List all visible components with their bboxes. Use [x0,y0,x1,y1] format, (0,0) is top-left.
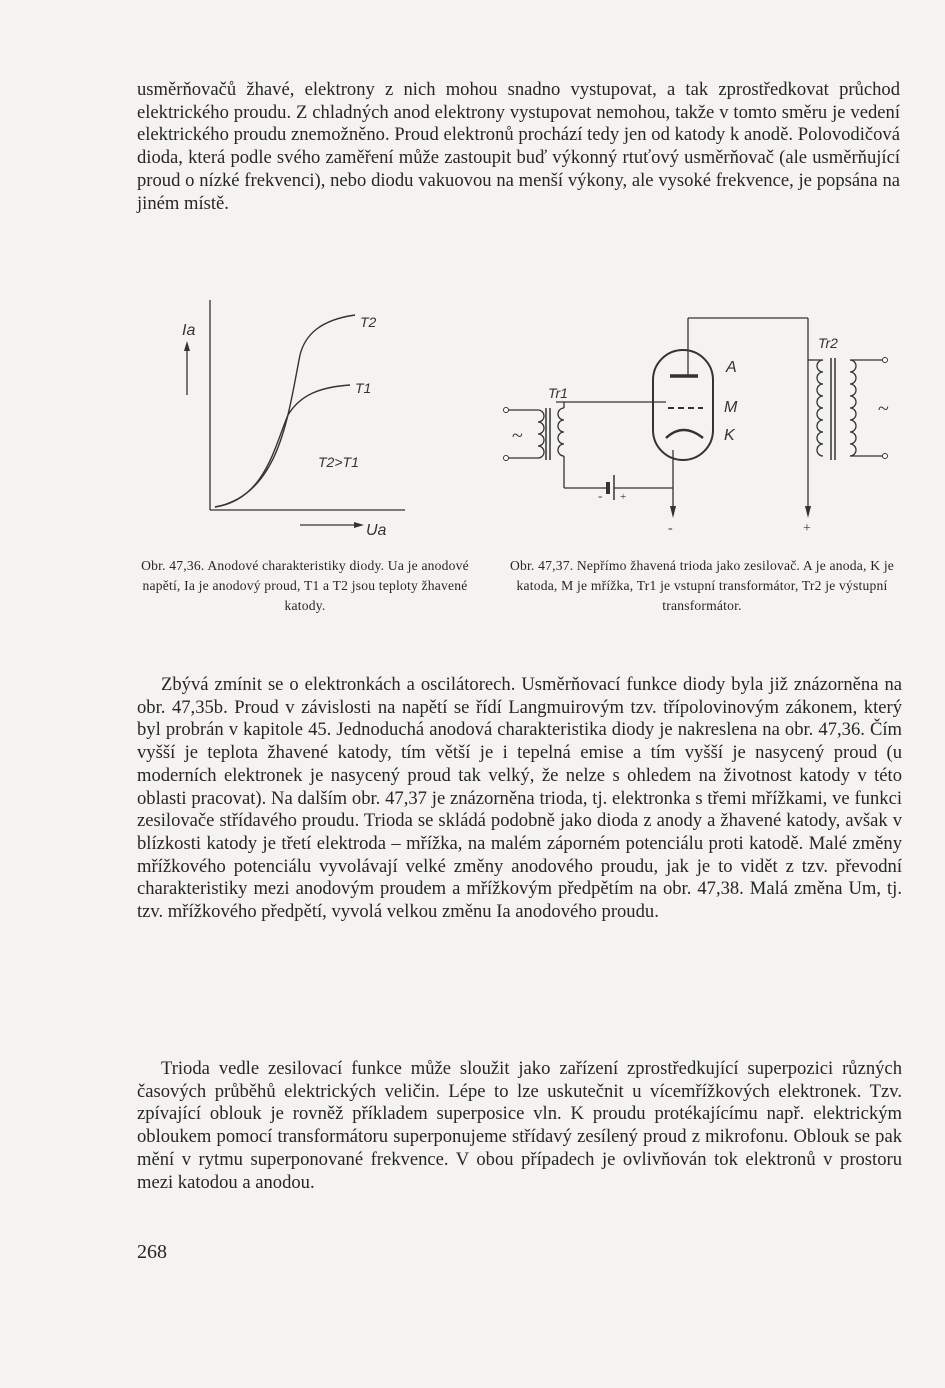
cathode [666,430,703,438]
tr2-primary [817,360,823,456]
diode-characteristic-figure [170,295,410,545]
terminal-tr2-bottom [883,454,888,459]
label-relation: T2>T1 [318,454,359,470]
tr1-secondary [558,408,564,456]
x-arrow-head [354,522,364,528]
label-ac-left: ~ [512,425,523,447]
label-ac-right: ~ [878,398,889,420]
paragraph-tubes: Zbývá zmínit se o elektronkách a oscilátorech. Usměrňovací funkce diody byla již znázorněna na obr. 47,35b. Proud v závislosti na napětí se řídí Langmuirovým tzv. třípolovinovým zákonem, který byl probrán v kapitole 45. Jednoduchá anodová charakteristika diody je nakreslena na obr. 47,36. Čím vyšší je teplota žhavené katody, tím větší je i tepelná emise a tím vyšší je nasycený proud (u moderních elektronek je nasycený proud tak velký, že nelze s ohledem na životnost katody v této oblasti pracovat). Na dalším obr. 47,37 je znázorněna trioda, tj. elektronka s třemi mřížkami, ve funkci zesilovače střídavého proudu. Trioda se skládá podobně jako dioda z anody a žhavené katody, avšak v blízkosti katody je třetí elektroda – mřížka, na malém záporném potenciálu proti katodě. Malé změny mřížkového potenciálu vyvolávají velké změny anodového proudu, jak je to vidět z tzv. převodní charakteristiky mezi anodovým proudem a mřížkovým předpětím na obr. 47,38. Malá změna Um, tj. tzv. mřížkového předpětí, vyvolá velkou změnu Ia anodového proudu. [137,674,902,923]
paragraph-triode: Trioda vedle zesilovací funkce může sloužit jako zařízení zprostředkující superpozici různých časových průběhů elektrických veličin. Lépe to lze uskutečnit u vícemřížkových elektronek. Tzv. zpívající oblouk je rovněž příkladem superposice vln. K proudu protékajícímu např. elektrickým obloukem pomocí transformátoru superponujeme střídavý zesílený proud z mikrofonu. Oblouk se pak mění v rytmu superponované frekvence. V obou případech je ovlivňován tok elektronů v prostoru mezi katodou a anodou. [137,1058,902,1193]
label-ua: Ua [366,522,387,539]
label-cathode: K [724,427,735,444]
caption-figure-47-36: Obr. 47,36. Anodové charakteristiky diody. Ua je anodové napětí, Ia je anodový proud, T1 a T2 jsou teploty žhavené katody. [141,558,469,613]
label-t2: T2 [360,314,377,330]
label-t1: T1 [355,380,372,396]
label-anode: A [726,359,737,376]
label-batt-plus: + [620,491,627,503]
terminal-tr1-bottom [504,456,509,461]
tr1-primary [538,410,544,458]
terminal-tr2-top [883,358,888,363]
tube-envelope [653,350,713,460]
page-number: 268 [137,1241,167,1263]
caption-figure-47-37: Obr. 47,37. Nepřímo žhavená trioda jako zesilovač. A je anoda, K je katoda, M je mřížka, Tr1 je vstupní transformátor, Tr2 je výstupní transformátor. [509,558,895,613]
curve-t1 [215,385,350,507]
curve-t2 [215,315,355,507]
label-grid: M [724,399,738,416]
label-minus-bottom: - [668,521,673,536]
paragraph-intro: usměrňovačů žhavé, elektrony z nich mohou snadno vystupovat, a tak zprostředkovat průchod elektrického proudu. Z chladných anod elektrony vystupovat nemohou, takže v tomto směru je vedení elektrického proudu znemožněno. Proud elektronů prochází tedy jen od katody k anodě. Polovodičová dioda, která podle svého zaměření může zastoupit buď výkonný rtuťový usměrňovač (ale usměrňující proud o nízké frekvenci), nebo diodu vakuovou na menší výkony, ale vysoké frekvence, je popsána na jiném místě. [137,79,900,214]
label-tr2: Tr2 [818,335,838,351]
label-tr1: Tr1 [548,385,568,401]
y-arrow-head [184,341,190,351]
arrow-minus [670,506,676,518]
label-ia: Ia [182,322,196,339]
label-plus-bottom: + [803,521,811,536]
terminal-tr1-top [504,408,509,413]
arrow-plus [805,506,811,518]
triode-amplifier-figure [498,310,908,540]
label-batt-minus: - [598,488,603,503]
tr2-secondary [850,360,856,456]
